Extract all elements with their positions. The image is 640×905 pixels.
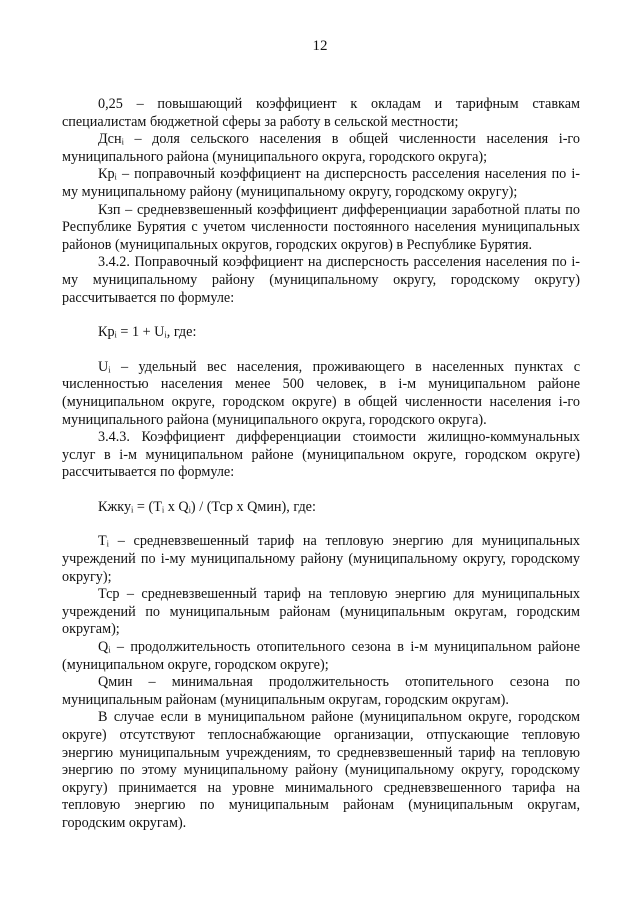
- paragraph-no-heat-suppliers: В случае если в муниципальном районе (муниципальном округе, городском округе) отсутствуют теплоснабжающие организации, отпускающие тепловую энергию муниципальным учреждениям, то средневзвешенный тариф на тепловую энергию по этому муниципальному району (муниципальному округу, городскому округу) принимается на уровне минимального средневзвешенного тарифа на тепловую энергию по муниципальным районам (муниципальным округам, городским округам).: [62, 709, 580, 831]
- paragraph-qmin-definition: Qмин – минимальная продолжительность отопительного сезона по муниципальным районам (муниципальным округам, городским округам).: [62, 674, 580, 708]
- page-number: 12: [312, 38, 328, 54]
- paragraph-tsr-definition: Тср – средневзвешенный тариф на тепловую энергию для муниципальных учреждений по муниципальным районам (муниципальным округам, городским округам);: [62, 586, 580, 638]
- paragraph-kzp-definition: Кзп – средневзвешенный коэффициент дифференциации заработной платы по Республике Бурятия с учетом численности постоянного населения муниципальных районов (муниципальных округов, городских округов) в Республике Бурятия.: [62, 201, 580, 253]
- formula-kr: Крᵢ = 1 + Uᵢ, где:: [98, 324, 197, 341]
- paragraph-q-definition: Qᵢ – продолжительность отопительного сезона в i-м муниципальном районе (муниципальном округе, городском округе);: [62, 639, 580, 673]
- paragraph-kr-definition: Крᵢ – поправочный коэффициент на дисперсность расселения населения по i-му муниципальному району (муниципальному округу, городскому округу);: [62, 166, 580, 200]
- formula-kzhku: Кжкуᵢ = (Tᵢ x Qᵢ) / (Тср x Qмин), где:: [98, 498, 316, 515]
- paragraph-coefficient-025: 0,25 – повышающий коэффициент к окладам и тарифным ставкам специалистам бюджетной сферы за работу в сельской местности;: [62, 96, 580, 130]
- paragraph-section-3-4-3: 3.4.3. Коэффициент дифференциации стоимости жилищно-коммунальных услуг в i-м муниципальном районе (муниципальном округе, городском округе) рассчитывается по формуле:: [62, 429, 580, 481]
- paragraph-section-3-4-2: 3.4.2. Поправочный коэффициент на дисперсность расселения населения по i-му муниципальному району (муниципальному округу, городскому округу) рассчитывается по формуле:: [62, 254, 580, 306]
- document-body: [62, 96, 580, 833]
- paragraph-dsn-definition: Дснᵢ – доля сельского населения в общей численности населения i-го муниципального района (муниципального округа, городского округа);: [62, 131, 580, 165]
- paragraph-t-definition: Tᵢ – средневзвешенный тариф на тепловую энергию для муниципальных учреждений по i-му муниципальному району (муниципальному округу, городскому округу);: [62, 533, 580, 585]
- paragraph-u-definition: Uᵢ – удельный вес населения, проживающего в населенных пунктах с численностью населения менее 500 человек, в i-м муниципальном районе (муниципальном округе, городском округе) в общей численности населения i-го муниципального района (муниципального округа, городского округа).: [62, 358, 580, 428]
